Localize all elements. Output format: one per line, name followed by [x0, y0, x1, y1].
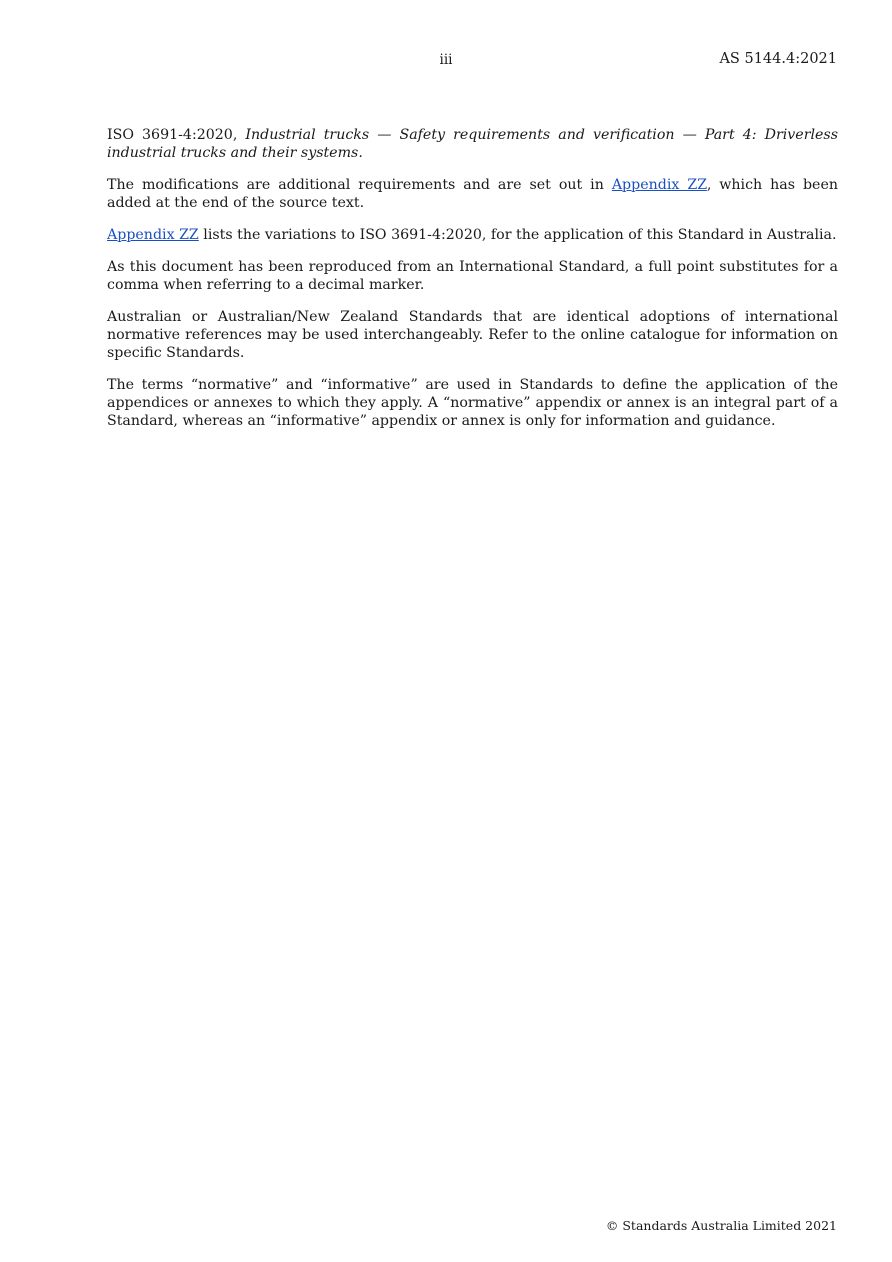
paragraph-variations: [107, 226, 838, 244]
modifications-text-end: , which has been added at the end of the source text.: [107, 177, 838, 211]
document-id: AS 5144.4:2021: [719, 51, 837, 67]
source-standard-ref: ISO 3691-4:2020,: [107, 127, 246, 143]
paragraph-decimal-marker: As this document has been reproduced from an International Standard, a full point substitutes for a comma when referring to a decimal marker.: [107, 259, 838, 293]
variations-text: lists the variations to ISO 3691-4:2020, for the application of this Standard in Australia.: [198, 227, 837, 243]
copyright-footer: © Standards Australia Limited 2021: [605, 1218, 837, 1233]
modifications-text-start: The modifications are additional requirements and are set out in: [107, 177, 612, 193]
page-number: iii: [439, 52, 453, 68]
document-body: [107, 126, 838, 444]
paragraph-normative-informative: The terms “normative” and “informative” are used in Standards to define the application of the appendices or annexes to which they apply. A “normative” appendix or annex is an integral part of a Standard, whereas an “informative” appendix or annex is only for information and guidance.: [107, 377, 838, 429]
paragraph-modifications: [107, 176, 838, 212]
paragraph-normative-references: Australian or Australian/New Zealand Standards that are identical adoptions of international normative references may be used interchangeably. Refer to the online catalogue for information on specific Standards.: [107, 309, 838, 361]
paragraph-source-reference: [107, 126, 838, 162]
appendix-zz-link[interactable]: Appendix ZZ: [611, 177, 707, 193]
appendix-zz-link-2[interactable]: Appendix ZZ: [107, 227, 199, 243]
source-standard-title: Industrial trucks — Safety requirements and verification — Part 4: Driverless industrial trucks and their systems.: [107, 127, 838, 161]
